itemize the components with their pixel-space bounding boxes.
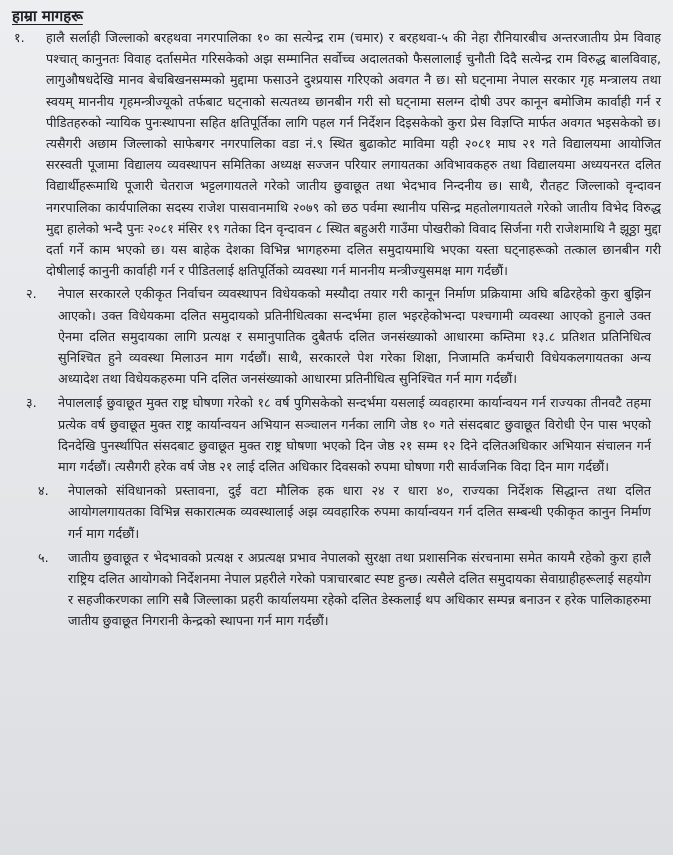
demand-number-3: ३. xyxy=(26,395,37,411)
demand-number-1: १. xyxy=(14,30,25,45)
demand-item-3 xyxy=(10,392,663,477)
demand-item-4 xyxy=(10,480,663,544)
demand-text-1: हालै सर्लाही जिल्लाको बरहथवा नगरपालिका १० का सत्येन्द्र राम (चमार) र बरहथवा-५ की नेहा रौनियारबीच अन्तरजातीय प्रेम विवाह पश्चात् कानुनतः विवाह दर्तासमेत गरिसकेको अझ सम्मानित सर्वोच्च अदालतको फैसलालाई चुनौती दिदै सत्येन्द्र राम विरुद्ध बालविवाह, लागुऔषधदेखि मानव बेचबिखनसम्मको मुद्दामा फसाउने दुश्प्रयास गरिएको अवगत नै छ। सो घट्नामा नेपाल सरकार गृह मन्त्रालय तथा स्वयम् माननीय गृहमन्त्रीज्यूको तर्फबाट घट्नाको सत्यतथ्य छानबीन गरी सो घट्नामा सलग्न दोषी उपर कानून बमोजिम कार्वाही गर्न र पीडितहरुको न्यायिक पुनःस्थापना सहित क्षतिपूर्तिका लागि पहल गर्न निर्देशन दिइसकेको कुरा प्रेस विज्ञप्ति मार्फत अवगत भइसकेको छ। त्यसैगरी अछाम जिल्लाको साफेबगर नगरपालिका वडा नं.९ स्थित बुढाकोट माविमा यही २०८१ माघ २१ गते विद्यालयमा आयोजित सरस्वती पूजामा विद्यालय व्यवस्थापन समितिका अध्यक्ष सज्जन परियार लगायतका अविभावकहरु तथा विद्यालयमा अध्ययनरत दलित विद्यार्थीहरूमाथि पूजारी चेतराज भट्टलगायतले गरेको जातीय छुवाछूत तथा भेदभाव निन्दनीय छ। साथै, रौतहट जिल्लाको वृन्दावन नगरपालिका कार्यपालिका सदस्य राजेश पासवानमाथि २०७९ को छठ पर्वमा स्थानीय पसिन्द्र महतोलगायतले गरेको जातीय विभेद विरुद्ध मुद्दा हालेको भन्दै पुनः २०८१ मंसिर १९ गतेका दिन वृन्दावन ८ स्थित बहुअरी गाउँमा पोखरीको विवाद सिर्जना गरी राजेशमाथि नै झूठ्ठा मुद्दा दर्ता गर्ने काम भएको छ। यस बाहेक देशका विभिन्न भागहरुमा दलित समुदायमाथि भएका यस्ता घट्नाहरूको तत्काल छानबीन गरी दोषीलाई कानुनी कार्वाही गर्न र पीडितलाई क्षतिपूर्तिको व्यवस्था गर्न माननीय मन्त्रीज्युसमक्ष माग गर्दछौं। xyxy=(46,30,661,279)
demand-number-4: ४. xyxy=(38,483,49,499)
demand-text-2: नेपाल सरकारले एकीकृत निर्वाचन व्यवस्थापन विधेयकको मस्यौदा तयार गरी कानून निर्माण प्रक्रियामा अघि बढिरहेको कुरा बुझिन आएको। उक्त विधेयकमा दलित समुदायको प्रतिनीधित्वका सन्दर्भमा हाल भइरहेकोभन्दा पश्चगामी व्यवस्था आएको हुनाले उक्त ऐनमा दलित समुदायका लागि प्रत्यक्ष र समानुपातिक दुबैतर्फ दलित जनसंख्याको आधारमा कम्तिमा १३.८ प्रतिशत प्रतिनिधित्व सुनिश्चित हुने व्यवस्था मिलाउन माग गर्दछौं। साथै, सरकारले पेश गरेका शिक्षा, निजामति कर्मचारी विधेयकलगायतका अन्य अध्यादेश तथा विधेयकहरुमा पनि दलित जनसंख्याको आधारमा प्रतिनीधित्व सुनिश्चित गर्न माग गर्दछौं। xyxy=(58,286,651,387)
demand-number-2: २. xyxy=(26,286,37,302)
demand-text-4: नेपालको संविधानको प्रस्तावना, दुई वटा मौलिक हक धारा २४ र धारा ४०, राज्यका निर्देशक सिद्धान्त तथा दलित आयोगलगायतका विभिन्न सकारात्मक व्यवस्थालाई अझ व्यवहारिक रुपमा कार्यान्वयन गर्न दलित सम्बन्धी एकीकृत कानुन निर्माण गर्न माग गर्दछौं। xyxy=(68,483,651,541)
demand-item-2 xyxy=(10,283,663,389)
demand-number-5: ५. xyxy=(38,549,49,565)
demand-item-1 xyxy=(10,27,663,281)
demands-list xyxy=(10,27,663,632)
demand-item-5 xyxy=(10,547,663,632)
demand-text-5: जातीय छुवाछूत र भेदभावको प्रत्यक्ष र अप्रत्यक्ष प्रभाव नेपालको सुरक्षा तथा प्रशासनिक संरचनामा समेत कायमै रहेको कुरा हालै राष्ट्रिय दलित आयोगको निर्देशनमा नेपाल प्रहरीले गरेको पत्राचारबाट स्पष्ट हुन्छ। त्यसैले दलित समुदायका सेवाग्राहीहरूलाई सहयोग र सहजीकरणका लागि सबै जिल्लाका प्रहरी कार्यालयमा रहेको दलित डेस्कलाई थप अधिकार सम्पन्न बनाउन र हरेक पालिकाहरुमा जातीय छुवाछूत निगरानी केन्द्रको स्थापना गर्न माग गर्दछौं। xyxy=(68,549,651,629)
section-heading: हाम्रा मागहरू xyxy=(12,7,83,25)
demand-text-3: नेपाललाई छुवाछूत मुक्त राष्ट्र घोषणा गरेको १८ वर्ष पुगिसकेको सन्दर्भमा यसलाई व्यवहारमा कार्यान्वयन गर्न राज्यका तीनवटै तहमा प्रत्येक वर्ष छुवाछूत मुक्त राष्ट्र कार्यान्वयन अभियान सञ्चालन गर्नका लागि जेष्ठ १० गते संसदबाट छुवाछूत विरोधी ऐन पास भएको दिनदेखि पुनर्स्थापित संसदबाट छुवाछूत मुक्त राष्ट्र घोषणा भएको दिन जेष्ठ २१ सम्म १२ दिने दलितअधिकार अभियान संचालन गर्न माग गर्दछौं। त्यसैगरी हरेक वर्ष जेष्ठ २१ लाई दलित अधिकार दिवसको रुपमा घोषणा गरी सार्वजनिक विदा दिन माग गर्दछौं। xyxy=(58,395,651,475)
